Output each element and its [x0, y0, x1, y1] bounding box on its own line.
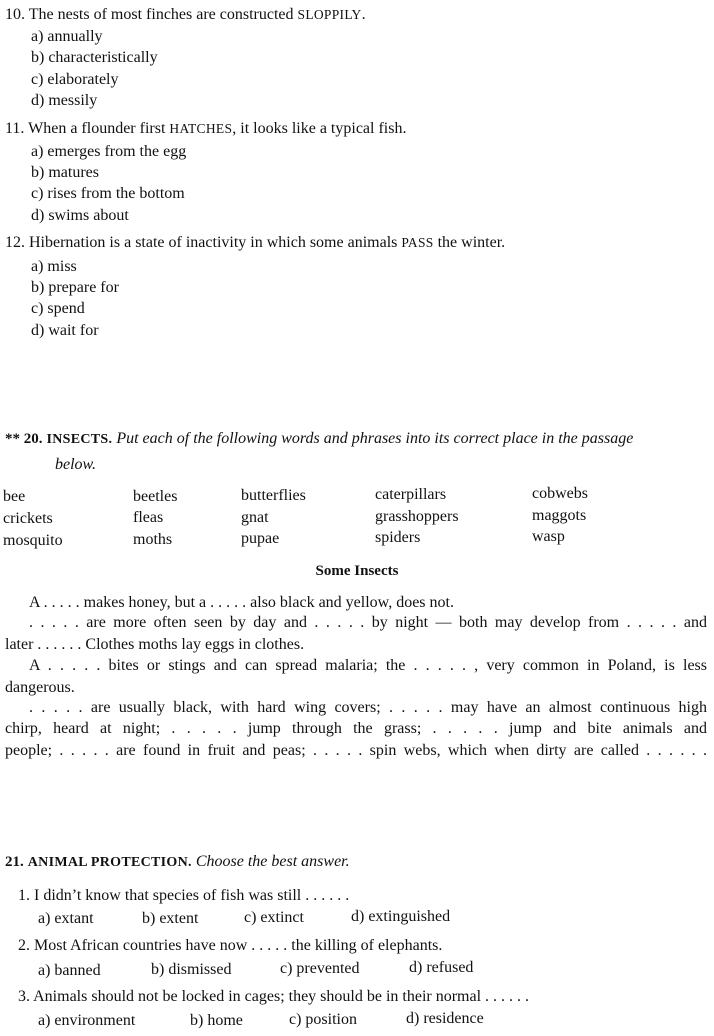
option-a: a) annually: [31, 28, 103, 45]
exercise-heading: [5, 853, 350, 871]
exercise-instruction-cont: below.: [55, 456, 97, 473]
capitalized-word: HATCHES: [169, 121, 233, 136]
option-a: a) miss: [31, 258, 77, 275]
option-b: b) home: [190, 1012, 243, 1029]
option-d: d) refused: [409, 959, 474, 976]
option-a: a) extant: [38, 910, 94, 927]
option-b: b) extent: [142, 910, 199, 927]
option-c: c) elaborately: [31, 71, 119, 88]
exercise-number: ** 20.: [5, 431, 43, 447]
question-number: 10.: [5, 6, 25, 23]
exercise-title: INSECTS.: [46, 432, 113, 447]
passage-line: later . . . . . . Clothes moths lay eggs in clothes.: [5, 636, 305, 653]
passage-line: people; . . . . . are found in fruit and peas; . . . . . spin webs, which when dirty are called . . . . . .: [5, 742, 707, 759]
word-item: mosquito: [3, 532, 63, 549]
word-item: wasp: [532, 528, 565, 545]
question-text: 12. Hibernation is a state of inactivity in which some animals PASS the winter.: [5, 234, 506, 251]
option-b: b) prepare for: [31, 279, 119, 296]
word-item: beetles: [133, 488, 178, 505]
exercise-instruction: Choose the best answer.: [195, 853, 350, 870]
question-text: 10. The nests of most finches are constructed SLOPPILY.: [5, 6, 366, 23]
question-number: 3.: [18, 988, 30, 1005]
word-item: crickets: [3, 510, 53, 527]
capitalized-word: PASS: [401, 235, 434, 250]
word-item: moths: [133, 531, 173, 548]
passage-line: . . . . . are usually black, with hard wing covers; . . . . . may have an almost continuous high: [29, 699, 707, 716]
word-item: fleas: [133, 509, 164, 526]
capitalized-word: SLOPPILY: [297, 7, 362, 22]
question-text: 2. Most African countries have now . . . . . the killing of elephants.: [18, 937, 443, 954]
exercise-heading: [5, 430, 633, 448]
passage-heading: Some Insects: [315, 563, 399, 579]
word-item: cobwebs: [532, 485, 588, 502]
question-number: 11.: [5, 120, 25, 137]
word-item: grasshoppers: [375, 508, 459, 525]
option-a: a) environment: [38, 1012, 136, 1029]
word-item: caterpillars: [375, 486, 447, 503]
passage-line: A . . . . . makes honey, but a . . . . . also black and yellow, does not.: [29, 594, 454, 611]
question-number: 1.: [18, 887, 30, 904]
option-a: a) banned: [38, 962, 101, 979]
passage-line: chirp, heard at night; . . . . . jump through the grass; . . . . . jump and bite animals and: [5, 720, 707, 737]
option-d: d) extinguished: [351, 908, 451, 925]
word-item: maggots: [532, 507, 587, 524]
option-a: a) emerges from the egg: [31, 143, 187, 160]
word-item: bee: [3, 488, 26, 505]
option-d: d) swims about: [31, 207, 129, 224]
option-c: c) position: [289, 1011, 357, 1028]
option-c: c) extinct: [244, 909, 304, 926]
option-c: c) spend: [31, 300, 85, 317]
option-c: c) rises from the bottom: [31, 185, 185, 202]
option-b: b) matures: [31, 164, 99, 181]
word-item: gnat: [241, 509, 269, 526]
passage-line: dangerous.: [5, 679, 75, 696]
option-d: d) wait for: [31, 322, 99, 339]
exercise-title: ANIMAL PROTECTION.: [27, 855, 192, 870]
question-text: 11. When a flounder first HATCHES, it looks like a typical fish.: [5, 120, 407, 137]
question-number: 12.: [5, 234, 25, 251]
question-text: 1. I didn’t know that species of fish was still . . . . . .: [18, 887, 350, 904]
passage-line: A . . . . . bites or stings and can spread malaria; the . . . . . , very common in Poland, is less: [29, 657, 707, 674]
exercise-instruction: Put each of the following words and phrases into its correct place in the passage: [116, 430, 634, 447]
option-d: d) residence: [406, 1010, 484, 1027]
exercise-number: 21.: [5, 854, 24, 870]
question-text: 3. Animals should not be locked in cages; they should be in their normal . . . . . .: [18, 988, 530, 1005]
word-item: pupae: [241, 530, 280, 547]
word-item: butterflies: [241, 487, 306, 504]
option-b: b) characteristically: [31, 49, 158, 66]
option-d: d) messily: [31, 92, 98, 109]
question-number: 2.: [18, 937, 30, 954]
word-item: spiders: [375, 529, 421, 546]
passage-line: . . . . . are more often seen by day and . . . . . by night — both may develop from . . . . . and: [29, 614, 707, 631]
option-c: c) prevented: [280, 960, 360, 977]
option-b: b) dismissed: [151, 961, 232, 978]
